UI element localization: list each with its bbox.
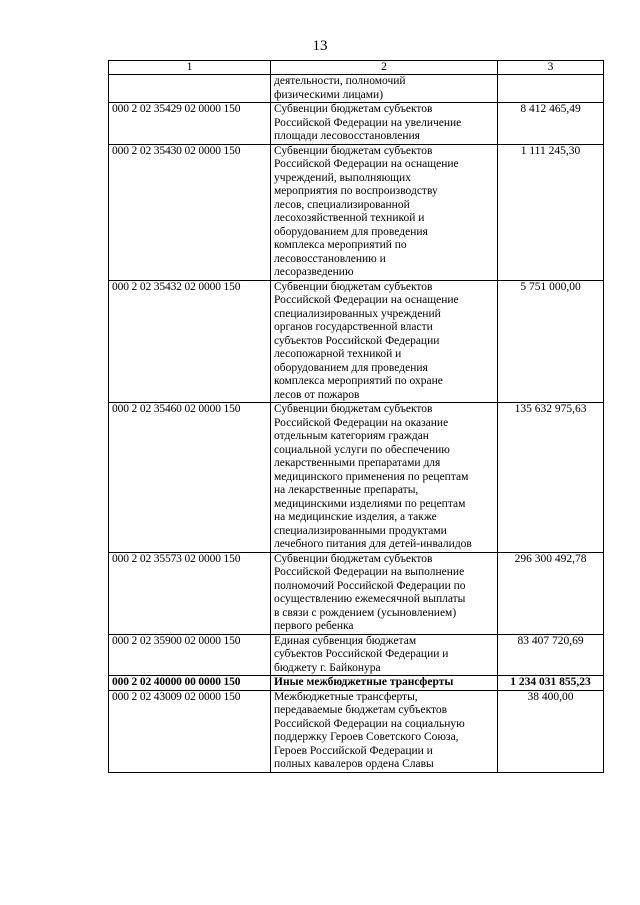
description-line: комплекса мероприятий по охране (274, 375, 443, 387)
description-line: субъектов Российской Федерации (274, 334, 440, 347)
description-line: Российской Федерации на оснащение (274, 294, 459, 306)
description-line: специализированных учреждений (274, 307, 441, 320)
amount-cell: 38 400,00 (498, 690, 604, 772)
description-line: полномочий Российской Федерации по (274, 579, 466, 592)
description-line: бюджету г. Байконура (274, 661, 381, 674)
table-row (109, 690, 604, 772)
table-header (109, 61, 604, 75)
amount-cell: 1 111 245,30 (498, 144, 604, 280)
description-line: лесовосстановлению и (274, 252, 386, 265)
table-row (109, 144, 604, 280)
table-row (109, 676, 604, 691)
table-row (109, 634, 604, 676)
description-line: Единая субвенция бюджетам (274, 634, 417, 647)
budget-code-cell: 000 2 02 35429 02 0000 150 (109, 103, 271, 145)
description-line: отдельным категориям граждан (274, 430, 429, 442)
description-line: Российской Федерации на оснащение (274, 158, 459, 170)
amount-cell (498, 75, 604, 103)
budget-code-cell (109, 75, 271, 103)
amount-cell: 8 412 465,49 (498, 103, 604, 145)
amount-cell: 1 234 031 855,23 (498, 676, 604, 691)
description-line: Иные межбюджетные трансферты (274, 676, 454, 688)
description-line: полных кавалеров ордена Славы (274, 758, 434, 770)
description-cell (271, 676, 498, 691)
description-line: Межбюджетные трансферты, (274, 690, 418, 703)
description-line: передаваемые бюджетам субъектов (274, 704, 448, 716)
table-row (109, 552, 604, 634)
amount-cell: 135 632 975,63 (498, 403, 604, 553)
budget-code-cell: 000 2 02 40000 00 0000 150 (109, 676, 271, 691)
header-row (109, 61, 604, 75)
table-row (109, 103, 604, 145)
description-line: Героев Российской Федерации и (274, 744, 433, 757)
description-cell (271, 552, 498, 634)
description-line: Российской Федерации на увеличение (274, 116, 462, 129)
description-line: оборудованием для проведения (274, 225, 428, 238)
description-line: субъектов Российской Федерации и (274, 648, 449, 660)
table-row (109, 75, 604, 103)
description-line: лекарственными препаратами для (274, 457, 441, 469)
table-row (109, 403, 604, 553)
description-cell (271, 280, 498, 403)
description-line: Субвенции бюджетам субъектов (274, 552, 433, 565)
description-line: Субвенции бюджетам субъектов (274, 403, 433, 415)
budget-code-cell: 000 2 02 43009 02 0000 150 (109, 690, 271, 772)
description-line: лесоразведению (274, 266, 354, 278)
description-line: лесов от пожаров (274, 388, 360, 401)
description-line: медицинскими изделиями по рецептам (274, 497, 466, 510)
description-line: специализированными продуктами (274, 524, 447, 537)
description-cell (271, 634, 498, 676)
description-line: мероприятия по воспроизводству (274, 185, 438, 197)
budget-code-cell: 000 2 02 35460 02 0000 150 (109, 403, 271, 553)
description-line: площади лесовосстановления (274, 130, 420, 142)
amount-cell: 83 407 720,69 (498, 634, 604, 676)
table-body (109, 75, 604, 773)
description-line: лесопожарной техникой и (274, 348, 402, 360)
description-cell (271, 103, 498, 145)
description-cell (271, 144, 498, 280)
table-row (109, 280, 604, 403)
description-line: осуществлению ежемесячной выплаты (274, 593, 466, 605)
column-header-3: 3 (498, 61, 604, 75)
description-line: лесохозяйственной техникой и (274, 212, 425, 224)
description-line: поддержку Героев Советского Союза, (274, 731, 459, 743)
description-line: Субвенции бюджетам субъектов (274, 280, 433, 293)
budget-code-cell: 000 2 02 35900 02 0000 150 (109, 634, 271, 676)
description-cell (271, 403, 498, 553)
description-line: Российской Федерации на оказание (274, 416, 449, 429)
description-line: физическими лицами) (274, 88, 384, 101)
description-line: Российской Федерации на социальную (274, 717, 465, 730)
description-line: комплекса мероприятий по (274, 239, 407, 251)
column-header-2: 2 (271, 61, 498, 75)
page-number: 13 (312, 38, 328, 54)
budget-code-cell: 000 2 02 35573 02 0000 150 (109, 552, 271, 634)
budget-code-cell: 000 2 02 35432 02 0000 150 (109, 280, 271, 403)
description-line: органов государственной власти (274, 321, 433, 333)
description-line: медицинского применения по рецептам (274, 470, 469, 483)
amount-cell: 296 300 492,78 (498, 552, 604, 634)
description-line: лечебного питания для детей-инвалидов (274, 538, 472, 550)
column-header-1: 1 (109, 61, 271, 75)
description-line: учреждений, выполняющих (274, 171, 411, 184)
description-line: на лекарственные препараты, (274, 484, 419, 496)
description-line: оборудованием для проведения (274, 361, 428, 374)
budget-table (108, 60, 604, 773)
description-cell (271, 690, 498, 772)
description-line: социальной услуги по обеспечению (274, 443, 450, 456)
description-line: Субвенции бюджетам субъектов (274, 144, 433, 157)
amount-cell: 5 751 000,00 (498, 280, 604, 403)
description-line: на медицинские изделия, а также (274, 511, 437, 523)
budget-code-cell: 000 2 02 35430 02 0000 150 (109, 144, 271, 280)
description-line: деятельности, полномочий (274, 75, 406, 87)
description-cell (271, 75, 498, 103)
description-line: лесов, специализированной (274, 198, 410, 211)
description-line: в связи с рождением (усыновлением) (274, 606, 457, 619)
description-line: Российской Федерации на выполнение (274, 566, 465, 578)
description-line: первого ребенка (274, 620, 354, 632)
description-line: Субвенции бюджетам субъектов (274, 103, 433, 115)
